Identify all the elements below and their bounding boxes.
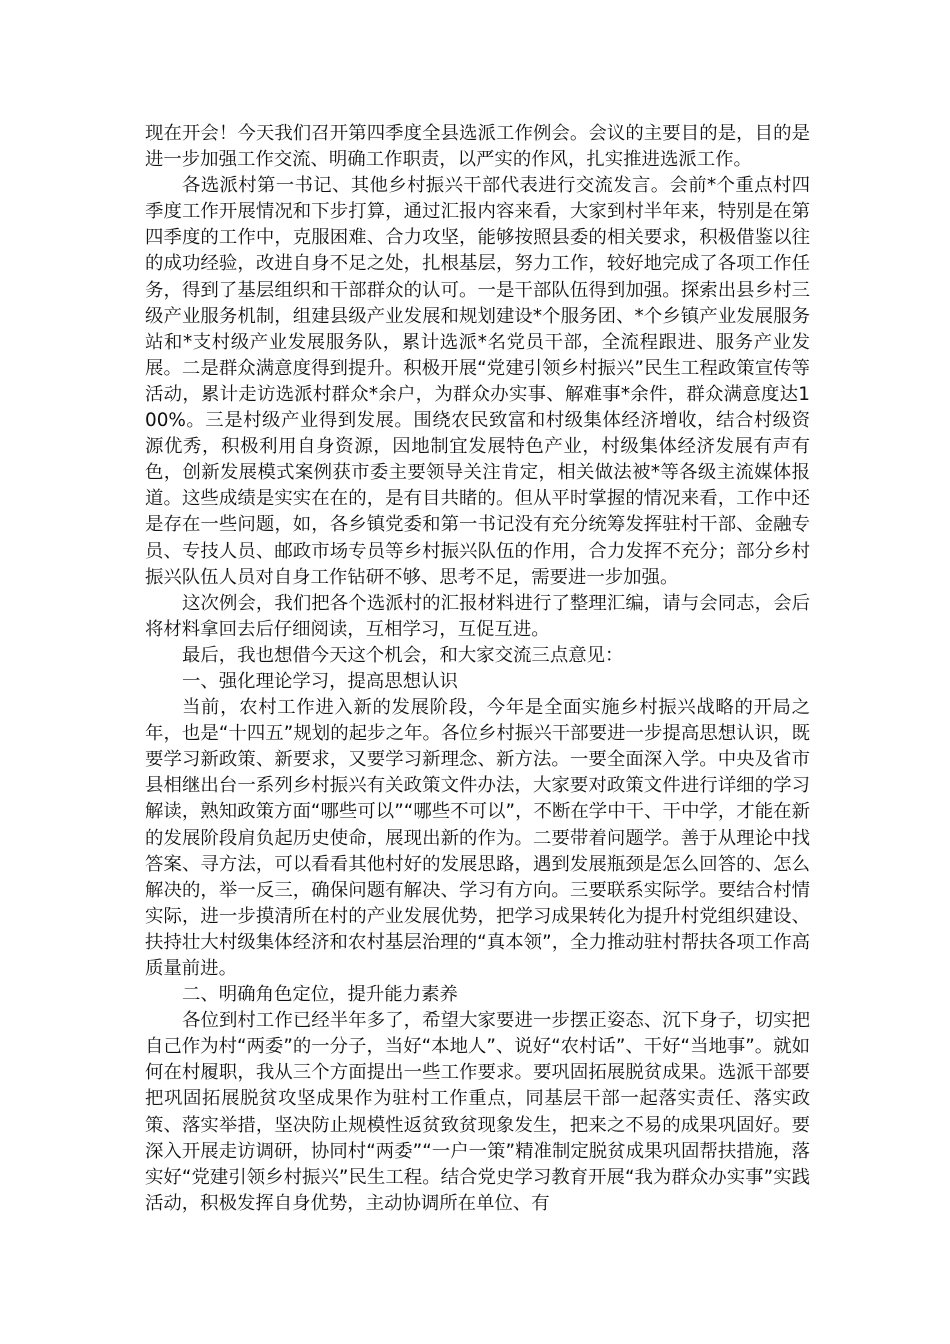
section-heading-1: 一、强化理论学习，提高思想认识 — [182, 670, 458, 692]
paragraph-role-positioning: 各位到村工作已经半年多了，希望大家要进一步摆正姿态、沉下身子，切实把自己作为村“两委”的一分子，当好“本地人”、说好“农村话”、干好“当地事”。就如何在村履职，我从三个方面提出一些工作要求。要巩固拓展脱贫成果。选派干部要把巩固拓展脱贫攻坚成果作为驻村工作重点，同基层干部一起落实责任、落实政策、落实举措，坚决防止规模性返贫致贫现象发生，把来之不易的成果巩固好。要深入开展走访调研，协同村“两委”“一户一策”精准制定脱贫成果巩固帮扶措施，落实好“党建引领乡村振兴”民生工程。结合党史学习教育开展“我为群众办实事”实践活动，积极发挥自身优势，主动协调所在单位、有 — [145, 1010, 810, 1214]
paragraph-materials: 这次例会，我们把各个选派村的汇报材料进行了整理汇编，请与会同志，会后将材料拿回去后仔细阅读，互相学习，互促互进。 — [145, 592, 810, 640]
paragraph-work-summary: 各选派村第一书记、其他乡村振兴干部代表进行交流发言。会前*个重点村四季度工作开展情况和下步打算，通过汇报内容来看，大家到村半年来，特别是在第四季度的工作中，克服困难、合力攻坚，能够按照县委的相关要求，积极借鉴以往的成功经验，改进自身不足之处，扎根基层，努力工作，较好地完成了各项工作任务，得到了基层组织和干部群众的认可。一是干部队伍得到加强。探索出县乡村三级产业服务机制，组建县级产业发展和规划建设*个服务团、*个乡镇产业发展服务站和*支村级产业发展服务队，累计选派*名党员干部，全流程跟进、服务产业发展。二是群众满意度得到提升。积极开展“党建引领乡村振兴”民生工程政策宣传等活动，累计走访选派村群众*余户，为群众办实事、解难事*余件，群众满意度达100%。三是村级产业得到发展。围绕农民致富和村级集体经济增收，结合村级资源优秀，积极利用自身资源，因地制宜发展特色产业，村级集体经济发展有声有色，创新发展模式案例获市委主要领导关注肯定，相关做法被*等各级主流媒体报道。这些成绩是实实在在的，是有目共睹的。但从平时掌握的情况来看，工作中还是存在一些问题，如，各乡镇党委和第一书记没有充分统筹发挥驻村干部、金融专员、专技人员、邮政市场专员等乡村振兴队伍的作用，合力发挥不充分；部分乡村振兴队伍人员对自身工作钻研不够、思考不足，需要进一步加强。 — [145, 175, 810, 588]
paragraph-three-points: 最后，我也想借今天这个机会，和大家交流三点意见： — [182, 644, 624, 666]
document-body — [145, 121, 810, 1217]
section-heading-2: 二、明确角色定位，提升能力素养 — [182, 984, 458, 1006]
paragraph-theory-study: 当前，农村工作进入新的发展阶段，今年是全面实施乡村振兴战略的开局之年，也是“十四五”规划的起步之年。各位乡村振兴干部要进一步提高思想认识，既要学习新政策、新要求，又要学习新理念、新方法。一要全面深入学。中央及省市县相继出台一系列乡村振兴有关政策文件办法，大家要对政策文件进行详细的学习解读，熟知政策方面“哪些可以”“哪些不可以”，不断在学中干、干中学，才能在新的发展阶段肩负起历史使命，展现出新的作为。二要带着问题学。善于从理论中找答案、寻方法，可以看看其他村好的发展思路，遇到发展瓶颈是怎么回答的、怎么解决的，举一反三，确保问题有解决、学习有方向。三要联系实际学。要结合村情实际，进一步摸清所在村的产业发展优势，把学习成果转化为提升村党组织建设、扶持壮大村级集体经济和农村基层治理的“真本领”，全力推动驻村帮扶各项工作高质量前进。 — [145, 697, 810, 979]
paragraph-opening: 现在开会！今天我们召开第四季度全县选派工作例会。会议的主要目的是，目的是进一步加强工作交流、明确工作职责，以严实的作风，扎实推进选派工作。 — [145, 123, 810, 171]
